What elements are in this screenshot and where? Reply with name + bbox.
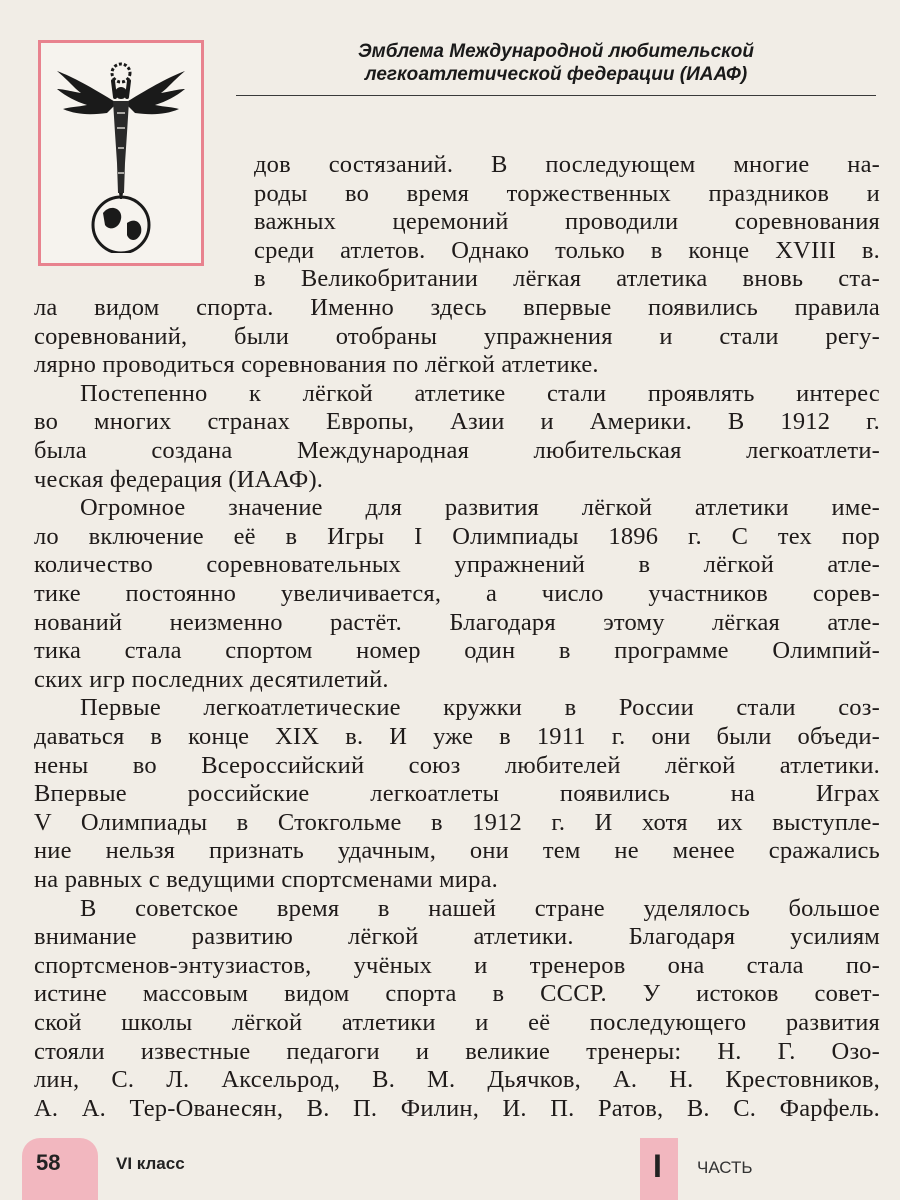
body-line: количество соревновательных упражнений в лёгкой атле- (34, 551, 880, 579)
body-line: спортсменов-энтузиастов, учёных и тренеров она стала по- (34, 951, 880, 979)
body-line: в Великобритании лёгкая атлетика вновь ста- (254, 265, 880, 293)
body-line: Впервые российские легкоатлеты появились на Играх (34, 780, 880, 808)
body-line: лин, С. Л. Аксельрод, В. М. Дьячков, А. Н. Крестовников, (34, 1066, 880, 1094)
body-line: Первые легкоатлетические кружки в России стали соз- (80, 694, 880, 722)
body-line: ских игр последних десятилетий. (34, 665, 389, 693)
body-line: важных церемоний проводили соревнования (254, 208, 880, 236)
iaaf-emblem-icon (51, 53, 191, 253)
body-line: нены во Всероссийский союз любителей лёгкой атлетики. (34, 751, 880, 779)
body-line: ской школы лёгкой атлетики и её последующего развития (34, 1009, 880, 1036)
body-line: V Олимпиады в Стокгольме в 1912 г. И хотя их выступле- (34, 808, 880, 836)
body-line: тика стала спортом номер один в программе Олимпий- (34, 637, 880, 665)
body-line: соревнований, были отобраны упражнения и стали регу- (34, 322, 880, 350)
body-line: А. А. Тер-Ованесян, В. П. Филин, И. П. Ратов, В. С. Фарфель. (34, 1094, 880, 1122)
iaaf-emblem-frame (38, 40, 204, 266)
body-line: Огромное значение для развития лёгкой атлетики име- (80, 494, 880, 522)
body-line: роды во время торжественных праздников и (254, 179, 880, 207)
body-line: лярно проводиться соревнования по лёгкой атлетике. (34, 351, 599, 379)
grade-label: VI класс (116, 1154, 185, 1173)
body-line: истине массовым видом спорта в СССР. У истоков совет- (34, 980, 880, 1008)
part-number: I (653, 1148, 662, 1184)
body-line: во многих странах Европы, Азии и Америки. В 1912 г. (34, 408, 880, 436)
part-label: ЧАСТЬ (697, 1158, 753, 1177)
emblem-caption-line-2: легкоатлетической федерации (ИААФ) (364, 64, 748, 85)
body-line: ние нельзя признать удачным, они тем не менее сражались (34, 837, 880, 865)
body-line: ло включение её в Игры I Олимпиады 1896 г. С тех пор (34, 522, 880, 550)
body-line: В советское время в нашей стране уделялось большое (80, 894, 880, 922)
emblem-caption (236, 40, 876, 96)
body-line: дов состязаний. В последующем многие на- (254, 151, 880, 178)
body-line: была создана Международная любительская легкоатлети- (34, 437, 880, 464)
body-line: ческая федерация (ИААФ). (34, 465, 324, 493)
body-line: внимание развитию лёгкой атлетики. Благодаря усилиям (34, 923, 880, 951)
emblem-caption-line-1: Эмблема Международной любительской (358, 41, 754, 62)
body-line: на равных с ведущими спортсменами мира. (34, 866, 498, 893)
page-number: 58 (36, 1150, 61, 1175)
body-line: даваться в конце XIX в. И уже в 1911 г. они были объеди- (34, 723, 880, 750)
body-line: среди атлетов. Однако только в конце XVIII в. (254, 236, 880, 264)
body-line: тике постоянно увеличивается, а число участников сорев- (34, 580, 880, 607)
body-line: стояли известные педагоги и великие тренеры: Н. Г. Озо- (34, 1037, 880, 1065)
body-line: Постепенно к лёгкой атлетике стали проявлять интерес (80, 379, 880, 407)
body-line: нований неизменно растёт. Благодаря этому лёгкая атле- (34, 608, 880, 636)
body-line: ла видом спорта. Именно здесь впервые появились правила (34, 294, 880, 321)
